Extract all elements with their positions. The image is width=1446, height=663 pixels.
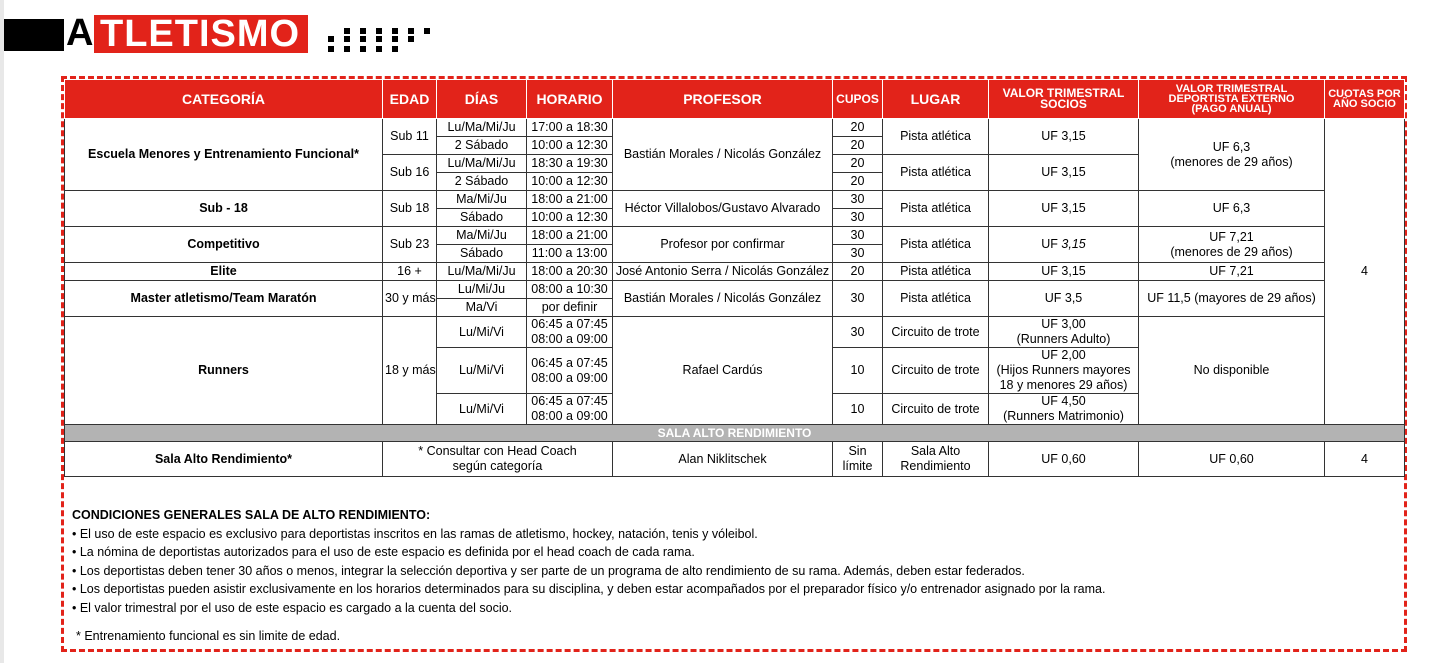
cell-horario-line1: 06:45 a 07:45	[531, 394, 608, 408]
cell-valor-externo: UF 7,21	[1139, 263, 1325, 281]
cell-cupos: 20	[833, 263, 883, 281]
cell-valor-externo-line2: (menores de 29 años)	[1170, 154, 1293, 169]
cell-valor-line1: UF 4,50	[1041, 394, 1086, 408]
cell-horario: 10:00 a 12:30	[527, 209, 613, 227]
cell-valor-externo-line1: UF 7,21	[1209, 229, 1254, 244]
header-valor-externo	[1139, 80, 1325, 119]
cell-horario-line2: 08:00 a 09:00	[531, 332, 608, 346]
cell-edad: 16 +	[383, 263, 437, 281]
cell-dias: Lu/Ma/Mi/Ju	[437, 119, 527, 137]
cell-profesor: Héctor Villalobos/Gustavo Alvarado	[613, 191, 833, 227]
section-row	[65, 425, 1405, 442]
cell-horario: 08:00 a 10:30	[527, 281, 613, 299]
cell-lugar: Pista atlética	[883, 281, 989, 317]
cell-cupos: 20	[833, 173, 883, 191]
cell-horario: 10:00 a 12:30	[527, 173, 613, 191]
cell-lugar: Pista atlética	[883, 119, 989, 155]
cell-valor-externo: UF 0,60	[1139, 442, 1325, 477]
cell-categoria: Competitivo	[65, 227, 383, 263]
table-row	[65, 227, 1405, 245]
cell-profesor: Profesor por confirmar	[613, 227, 833, 263]
section-title: SALA ALTO RENDIMIENTO	[65, 425, 1405, 442]
cell-valor-socios: UF 3,5	[989, 281, 1139, 317]
table-row	[65, 281, 1405, 299]
cell-valor-socios	[989, 348, 1139, 394]
cell-edad: 30 y más	[383, 281, 437, 317]
cell-lugar: Pista atlética	[883, 155, 989, 191]
header-horario: HORARIO	[527, 80, 613, 119]
table-row	[65, 191, 1405, 209]
conditions-item: • Los deportistas pueden asistir exclusivamente en los horarios determinados para su disciplina, y deben estar acompañados por el preparador físico y/o entrenador asignado por la rama.	[72, 582, 1106, 596]
cell-valor-externo: UF 11,5 (mayores de 29 años)	[1139, 281, 1325, 317]
cell-lugar: Circuito de trote	[883, 348, 989, 394]
cell-valor-externo: UF 6,3	[1139, 191, 1325, 227]
cell-lugar: Circuito de trote	[883, 317, 989, 348]
cell-dias: Lu/Ma/Mi/Ju	[437, 263, 527, 281]
cell-valor-socios: UF 3,15	[989, 263, 1139, 281]
cell-horario	[527, 317, 613, 348]
conditions-section	[72, 506, 1392, 646]
header-edad: EDAD	[383, 80, 437, 119]
cell-cupos: 30	[833, 209, 883, 227]
cell-valor-line2: (Runners Adulto)	[1016, 332, 1111, 346]
conditions-item: • El uso de este espacio es exclusivo para deportistas inscritos en las ramas de atletismo, hockey, natación, tenis y vóleibol.	[72, 526, 758, 541]
cell-cupos: 30	[833, 191, 883, 209]
cell-profesor: José Antonio Serra / Nicolás González	[613, 263, 833, 281]
cell-valor-italic: 3,15	[1061, 237, 1086, 251]
cell-horario-line1: * Consultar con Head Coach	[418, 444, 577, 458]
cell-horario-line2: 08:00 a 09:00	[531, 370, 608, 385]
cell-valor-socios	[989, 227, 1139, 263]
cell-cuotas: 4	[1325, 119, 1405, 425]
cell-edad: Sub 18	[383, 191, 437, 227]
cell-dias: Ma/Vi	[437, 299, 527, 317]
cell-horario: por definir	[527, 299, 613, 317]
cell-horario-line2: según categoría	[452, 459, 543, 473]
cell-valor-socios	[989, 317, 1139, 348]
cell-categoria: Sub - 18	[65, 191, 383, 227]
cell-dias: Lu/Mi/Ju	[437, 281, 527, 299]
table-row	[65, 442, 1405, 477]
cell-dias: Ma/Mi/Ju	[437, 227, 527, 245]
cell-cupos: 30	[833, 281, 883, 317]
cell-valor-socios	[989, 394, 1139, 425]
cell-valor-line1: UF 2,00	[1041, 348, 1086, 362]
header-cuotas-line2: AÑO SOCIO	[1333, 98, 1396, 110]
cell-horario: 18:00 a 21:00	[527, 191, 613, 209]
cell-horario: 11:00 a 13:00	[527, 245, 613, 263]
cell-valor-externo	[1139, 227, 1325, 263]
conditions-heading: CONDICIONES GENERALES SALA DE ALTO RENDIMIENTO:	[72, 508, 431, 522]
conditions-item: • La nómina de deportistas autorizados para el uso de este espacio es definida por el head coach de cada rama.	[72, 545, 695, 559]
cell-cupos-line2: límite	[842, 459, 873, 473]
cell-horario-line1: 06:45 a 07:45	[531, 317, 608, 331]
cell-lugar-line1: Sala Alto	[910, 444, 961, 458]
cell-categoria: Escuela Menores y Entrenamiento Funcional*	[65, 119, 383, 191]
cell-lugar: Pista atlética	[883, 263, 989, 281]
table-row	[65, 263, 1405, 281]
cell-profesor: Bastián Morales / Nicolás González	[613, 281, 833, 317]
cell-profesor: Rafael Cardús	[613, 317, 833, 425]
cell-horario: 17:00 a 18:30	[527, 119, 613, 137]
header-cupos: CUPOS	[833, 80, 883, 119]
cell-cupos: 20	[833, 119, 883, 137]
cell-horario-line2: 08:00 a 09:00	[531, 409, 608, 423]
cell-cupos: 20	[833, 137, 883, 155]
cell-lugar: Circuito de trote	[883, 394, 989, 425]
cell-horario: 18:30 a 19:30	[527, 155, 613, 173]
cell-horario-line1: 06:45 a 07:45	[531, 355, 608, 370]
cell-dias: Ma/Mi/Ju	[437, 191, 527, 209]
header-valor-externo-line3: (PAGO ANUAL)	[1191, 103, 1272, 115]
cell-cupos: 30	[833, 245, 883, 263]
cell-valor-socios: UF 3,15	[989, 119, 1139, 155]
cell-lugar	[883, 442, 989, 477]
cell-cuotas: 4	[1325, 442, 1405, 477]
header-profesor: PROFESOR	[613, 80, 833, 119]
header-lugar: LUGAR	[883, 80, 989, 119]
cell-valor-line2: (Hijos Runners mayores	[996, 363, 1131, 377]
cell-edad: Sub 16	[383, 155, 437, 191]
footnote: * Entrenamiento funcional es sin limite de edad.	[76, 629, 341, 643]
cell-horario	[383, 442, 613, 477]
cell-valor-externo: No disponible	[1139, 317, 1325, 425]
cell-valor-line3: 18 y menores 29 años)	[999, 378, 1128, 392]
cell-dias: 2 Sábado	[437, 137, 527, 155]
title-black-block	[4, 19, 64, 51]
cell-edad: Sub 11	[383, 119, 437, 155]
conditions-item: • El valor trimestral por el uso de este espacio es cargado a la cuenta del socio.	[72, 600, 513, 615]
cell-edad: Sub 23	[383, 227, 437, 263]
cell-horario: 18:00 a 21:00	[527, 227, 613, 245]
cell-cupos: 20	[833, 155, 883, 173]
cell-valor-socios: UF 3,15	[989, 191, 1139, 227]
cell-cupos	[833, 442, 883, 477]
header-cuotas-line1: CUOTAS POR	[1328, 88, 1401, 100]
conditions-item: • Los deportistas deben tener 30 años o menos, integrar la selección deportiva y ser parte de un programa de alto rendimiento de su rama. Además, deben estar federados.	[72, 563, 1025, 578]
cell-dias: Lu/Ma/Mi/Ju	[437, 155, 527, 173]
cell-dias: 2 Sábado	[437, 173, 527, 191]
cell-horario	[527, 394, 613, 425]
cell-dias: Sábado	[437, 245, 527, 263]
cell-dias: Lu/Mi/Vi	[437, 348, 527, 394]
header-valor-socios-line2: SOCIOS	[1040, 97, 1087, 111]
title-first-letter: A	[66, 12, 95, 54]
cell-valor-externo-line1: UF 6,3	[1212, 139, 1251, 154]
cell-dias: Lu/Mi/Vi	[437, 317, 527, 348]
cell-cupos: 30	[833, 317, 883, 348]
cell-dias: Sábado	[437, 209, 527, 227]
cell-valor-externo-line2: (menores de 29 años)	[1170, 244, 1293, 259]
cell-lugar: Pista atlética	[883, 227, 989, 263]
cell-valor-prefix: UF	[1041, 237, 1062, 251]
cell-categoria: Elite	[65, 263, 383, 281]
cell-categoria: Sala Alto Rendimiento*	[65, 442, 383, 477]
cell-cupos: 10	[833, 394, 883, 425]
cell-categoria: Runners	[65, 317, 383, 425]
cell-profesor: Alan Niklitschek	[613, 442, 833, 477]
cell-profesor: Bastián Morales / Nicolás González	[613, 119, 833, 191]
header-categoria: CATEGORÍA	[65, 80, 383, 119]
table-header-row	[65, 80, 1405, 119]
schedule-table	[64, 79, 1405, 477]
cell-valor-socios: UF 3,15	[989, 155, 1139, 191]
cell-valor-socios: UF 0,60	[989, 442, 1139, 477]
header-valor-externo-line2: DEPORTISTA EXTERNO	[1168, 93, 1295, 105]
cell-lugar-line2: Rendimiento	[900, 459, 971, 473]
header-dias: DÍAS	[437, 80, 527, 119]
cell-edad: 18 y más	[383, 317, 437, 425]
header-cuotas	[1325, 80, 1405, 119]
cell-valor-line1: UF 3,00	[1041, 317, 1086, 331]
page-title: TLETISMO	[94, 15, 308, 53]
cell-cupos-line1: Sin	[848, 444, 867, 458]
cell-horario: 10:00 a 12:30	[527, 137, 613, 155]
cell-dias: Lu/Mi/Vi	[437, 394, 527, 425]
title-dots-decoration	[326, 26, 436, 56]
cell-horario: 18:00 a 20:30	[527, 263, 613, 281]
header-valor-externo-line1: VALOR TRIMESTRAL	[1175, 83, 1288, 95]
cell-valor-line2: (Runners Matrimonio)	[1003, 409, 1124, 423]
header-valor-socios-line1: VALOR TRIMESTRAL	[1002, 86, 1125, 100]
cell-cupos: 30	[833, 227, 883, 245]
cell-cupos: 10	[833, 348, 883, 394]
cell-lugar: Pista atlética	[883, 191, 989, 227]
cell-valor-externo	[1139, 119, 1325, 191]
cell-categoria: Master atletismo/Team Maratón	[65, 281, 383, 317]
cell-horario	[527, 348, 613, 394]
header-valor-socios	[989, 80, 1139, 119]
page-edge	[0, 0, 4, 663]
table-row	[65, 119, 1405, 137]
